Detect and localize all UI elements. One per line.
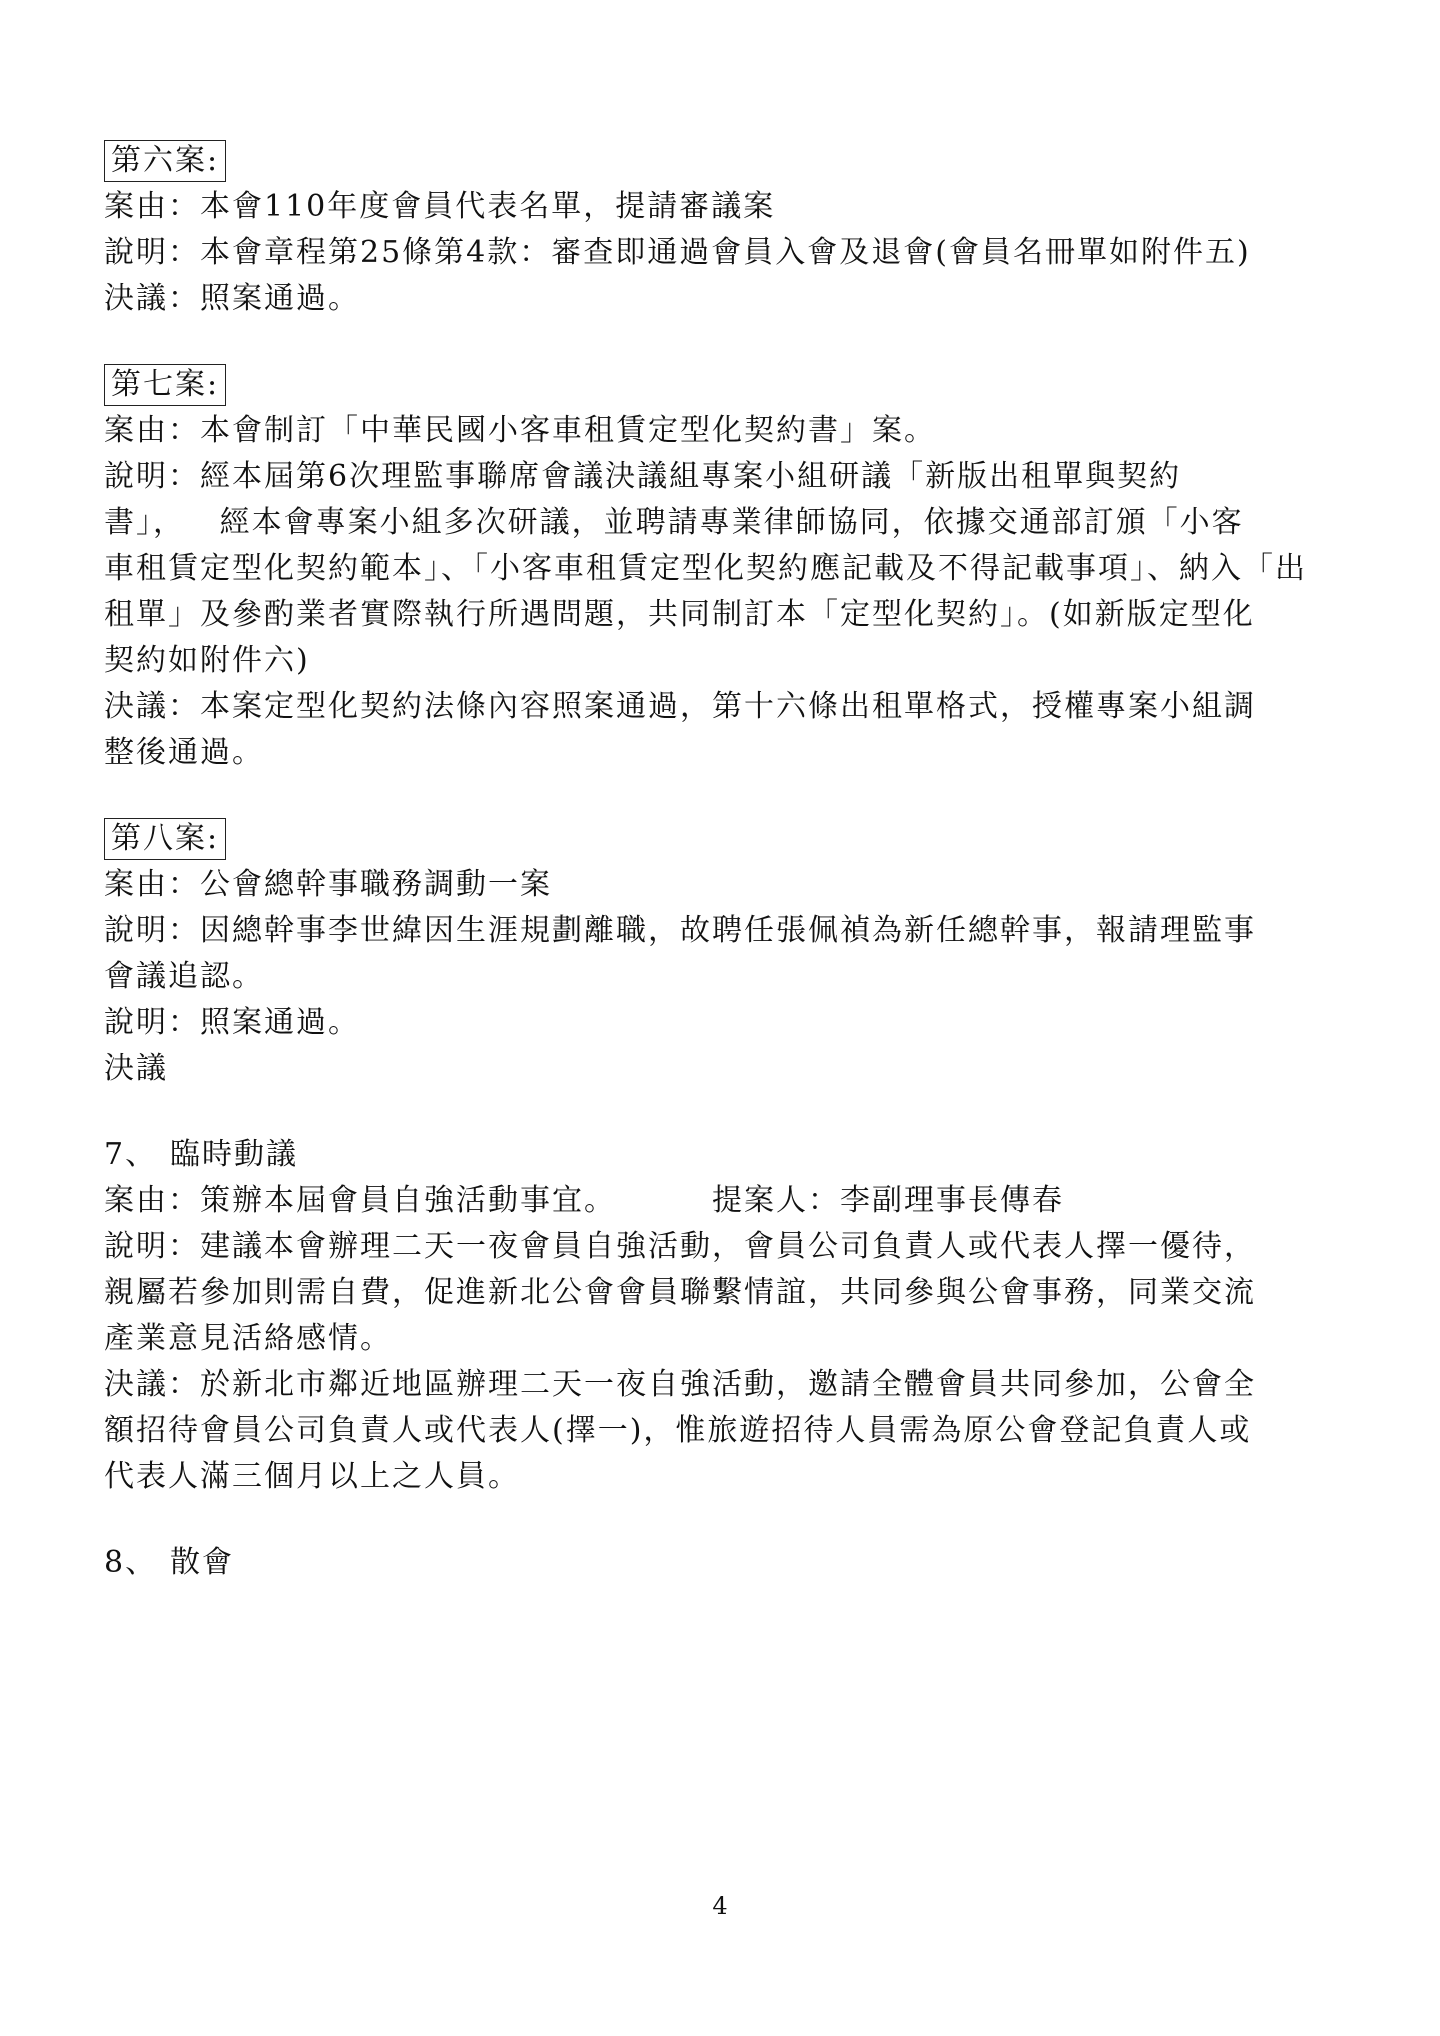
- item-8-title: 散會: [170, 1545, 234, 1580]
- case-7-resolution-line: 整後通過。: [104, 735, 264, 770]
- item-8-number: 8、: [104, 1545, 158, 1580]
- case-8-explanation-line: 說明：因總幹事李世緯因生涯規劃離職，故聘任張佩禎為新任總幹事，報請理監事: [104, 913, 1256, 948]
- case-7-explanation-line: 書」， 經本會專案小組多次研議，並聘請專業律師協同，依據交通部訂頒「小客: [104, 505, 1244, 540]
- case-7-title: 第七案:: [104, 364, 226, 406]
- item-7-proposer: 提案人：李副理事長傳春: [712, 1183, 1064, 1218]
- item-7-explanation-line: 說明：建議本會辦理二天一夜會員自強活動，會員公司負責人或代表人擇一優待，: [104, 1229, 1256, 1264]
- case-6-subject: 案由：本會110年度會員代表名單，提請審議案: [104, 189, 776, 224]
- item-8-heading: [104, 1540, 1354, 1586]
- case-6-explanation: 說明：本會章程第25條第4款：審查即通過會員入會及退會(會員名冊單如附件五): [104, 235, 1251, 270]
- case-7: [104, 362, 1354, 776]
- item-7-subject-line: [104, 1178, 1354, 1224]
- case-7-explanation-line: 車租賃定型化契約範本」、「小客車租賃定型化契約應記載及不得記載事項」、納入「出: [104, 551, 1307, 586]
- item-7-explanation-line: 產業意見活絡感情。: [104, 1321, 392, 1356]
- item-7-resolution-line: 代表人滿三個月以上之人員。: [104, 1459, 520, 1494]
- case-7-explanation-line: 契約如附件六): [104, 643, 310, 678]
- item-7-explanation-line: 親屬若參加則需自費，促進新北公會會員聯繫情誼，共同參與公會事務，同業交流: [104, 1275, 1256, 1310]
- case-7-explanation-line: 說明：經本屆第6次理監事聯席會議決議組專案小組研議「新版出租單與契約: [104, 459, 1182, 494]
- case-8-explanation-line: 會議追認。: [104, 959, 264, 994]
- minutes-content: [104, 138, 1354, 1626]
- case-6: [104, 138, 1354, 322]
- case-8: [104, 816, 1354, 1092]
- item-8-adjourn: [104, 1540, 1354, 1586]
- case-7-resolution-line: 決議：本案定型化契約法條內容照案通過，第十六條出租單格式，授權專案小組調: [104, 689, 1256, 724]
- item-7-heading: [104, 1132, 1354, 1178]
- item-7-resolution-line: 決議：於新北市鄰近地區辦理二天一夜自強活動，邀請全體會員共同參加，公會全: [104, 1367, 1256, 1402]
- case-7-explanation-line: 租單」及參酌業者實際執行所遇問題，共同制訂本「定型化契約」。(如新版定型化: [104, 597, 1255, 632]
- item-7-number: 7、: [104, 1137, 158, 1172]
- case-8-title: 第八案:: [104, 818, 226, 860]
- item-7-resolution-line: 額招待會員公司負責人或代表人(擇一)，惟旅遊招待人員需為原公會登記負責人或: [104, 1413, 1252, 1448]
- item-7-title: 臨時動議: [170, 1137, 298, 1172]
- case-6-title: 第六案:: [104, 140, 226, 182]
- case-8-subject: 案由：公會總幹事職務調動一案: [104, 867, 552, 902]
- item-7-subject: 案由：策辦本屆會員自強活動事宜。: [104, 1183, 616, 1218]
- page-number: 4: [712, 1892, 728, 1920]
- case-8-resolution: 決議: [104, 1051, 168, 1086]
- case-7-subject: 案由：本會制訂「中華民國小客車租賃定型化契約書」案。: [104, 413, 936, 448]
- case-6-resolution: 決議：照案通過。: [104, 281, 360, 316]
- case-8-explanation-line: 說明：照案通過。: [104, 1005, 360, 1040]
- item-7-motions: [104, 1132, 1354, 1500]
